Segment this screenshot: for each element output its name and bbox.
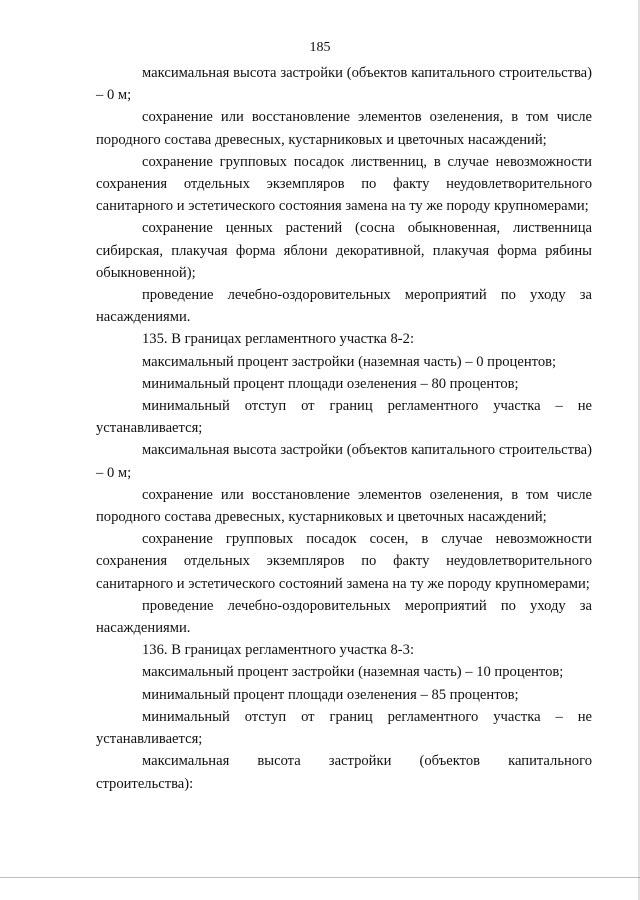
section-heading: 135. В границах регламентного участка 8-2: (142, 331, 415, 348)
paragraph: максимальная высота застройки (объектов капитального строительства) – 0 м; (96, 442, 592, 481)
paragraph: сохранение ценных растений (сосна обыкновенная, лиственница сибирская, плакучая форма яблони декоративной, плакучая форма рябины обыкновенной); (96, 220, 592, 281)
paragraph: максимальный процент застройки (наземная часть) – 0 процентов; (142, 353, 557, 370)
paragraph: сохранение или восстановление элементов озеленения, в том числе породного состава древесных, кустарниковых и цветочных насаждений; (96, 486, 592, 526)
paragraph: минимальный отступ от границ регламентного участка – не устанавливается; (96, 708, 592, 748)
paragraph: сохранение групповых посадок сосен, в случае невозможности сохранения отдельных экземпляров по факту неудовлетворительного санитарного и эстетического состояний замена на ту же породу крупномерами; (96, 531, 592, 592)
paragraph: минимальный процент площади озеленения – 80 процентов; (142, 375, 519, 392)
page-number: 185 (309, 40, 331, 55)
paragraph: сохранение или восстановление элементов озеленения, в том числе породного состава древесных, кустарниковых и цветочных насаждений; (96, 109, 592, 148)
paragraph: максимальная высота застройки (объектов капитального строительства) – 0 м; (96, 65, 592, 104)
paragraph: минимальный отступ от границ регламентного участка – не устанавливается; (96, 398, 592, 437)
paragraph: максимальный процент застройки (наземная часть) – 10 процентов; (142, 664, 564, 681)
document-body (96, 62, 592, 795)
paragraph: максимальная высота застройки (объектов капитального строительства): (96, 753, 592, 792)
paragraph: проведение лечебно-оздоровительных мероприятий по уходу за насаждениями. (96, 597, 592, 637)
scan-edge-line (0, 877, 640, 878)
paragraph: сохранение групповых посадок лиственниц, в случае невозможности сохранения отдельных экземпляров по факту неудовлетворительного санитарного и эстетического состояния замена на ту же породу крупномерами; (96, 153, 592, 215)
paragraph: проведение лечебно-оздоровительных мероприятий по уходу за насаждениями. (96, 287, 592, 326)
paragraph: минимальный процент площади озеленения – 85 процентов; (142, 686, 519, 703)
section-heading: 136. В границах регламентного участка 8-3: (142, 642, 415, 659)
